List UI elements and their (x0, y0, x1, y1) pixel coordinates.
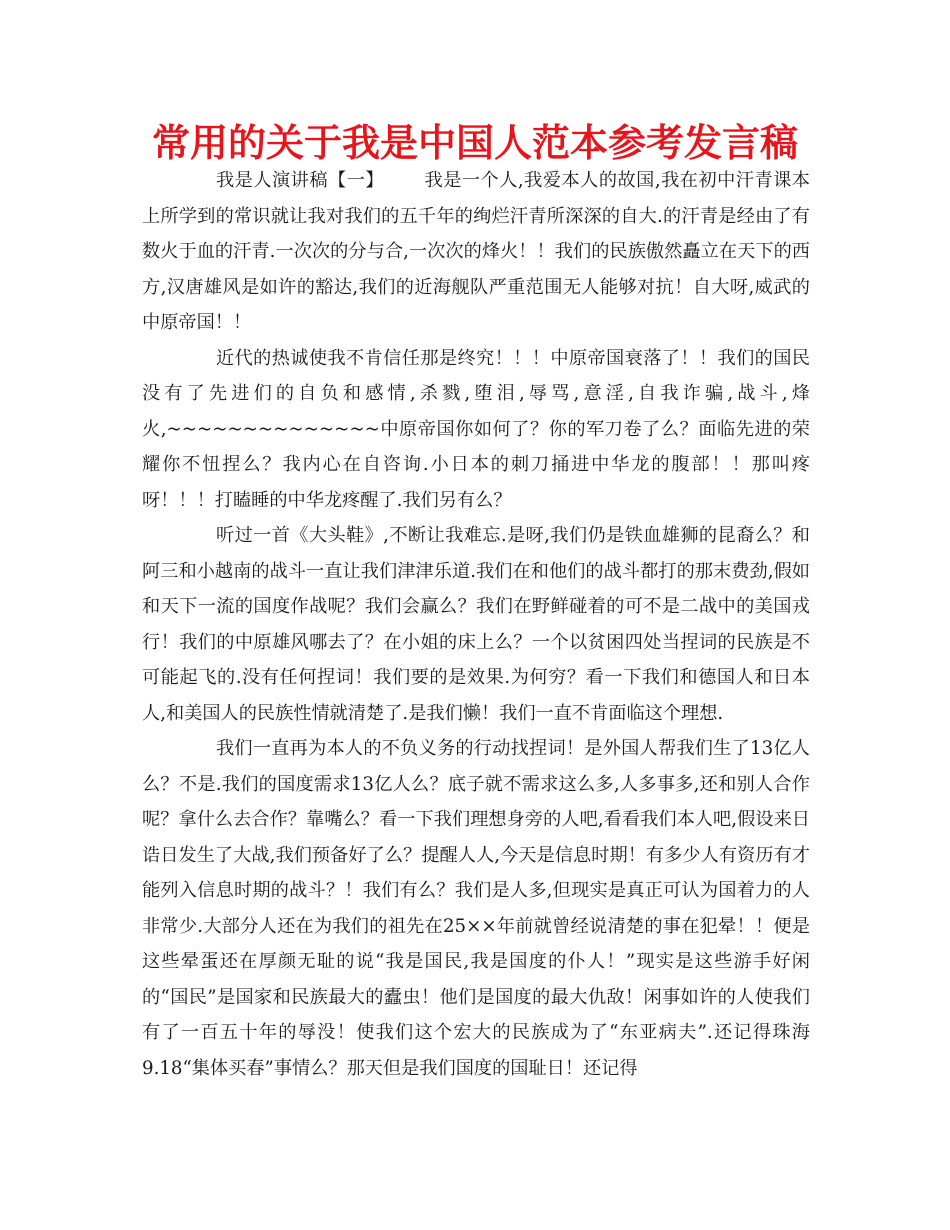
paragraph-3: 听过一首《大头鞋》,不断让我难忘.是呀,我们仍是铁血雄狮的昆裔么？和阿三和小越南的战斗一直让我们津津乐道.我们在和他们的战斗都打的那末费劲,假如和天下一流的国度作战呢？我们会赢么？我们在野鲜碰着的可不是二战中的美国戎行！我们的中原雄风哪去了？在小姐的床上么？一个以贫困四处当捏词的民族是不可能起飞的.没有任何捏词！我们要的是效果.为何穷？看一下我们和德国人和日本人,和美国人的民族性情就清楚了.是我们懒！我们一直不肯面临这个理想. (142, 525, 810, 724)
speech-heading-label: 我是人演讲稿【一】 (216, 170, 385, 191)
paragraph-4: 我们一直再为本人的不负义务的行动找捏词！是外国人帮我们生了13亿人么？不是.我们的国度需求13亿人么？底子就不需求这么多,人多事多,还和别人合作呢？拿什么去合作？靠嘴么？看一下我们理想身旁的人吧,看看我们本人吧,假设来日诰日发生了大战,我们预备好了么？提醒人人,今天是信息时期！有多少人有资历有才能列入信息时期的战斗？！我们有么？我们是人多,但现实是真正可认为国着力的人非常少.大部分人还在为我们的祖先在25××年前就曾经说清楚的事在犯晕！！便是这些晕蛋还在厚颜无耻的说“我是国民,我是国度的仆人！”现实是这些游手好闲的“国民”是国家和民族最大的蠹虫！他们是国度的最大仇敌！闲事如许的人使我们有了一百五十年的辱没！使我们这个宏大的民族成为了“东亚病夫”.还记得珠海9.18“集体买春”事情么？那天但是我们国度的国耻日！还记得 (142, 738, 810, 1079)
document-title: 常用的关于我是中国人范本参考发言稿 (151, 121, 798, 165)
paragraph-1 (142, 163, 810, 341)
paragraph-1-text: 我是一个人,我爱本人的故国,我在初中汗青课本上所学到的常识就让我对我们的五千年的绚烂汗青所深深的自大.的汗青是经由了有数火于血的汗青.一次次的分与合,一次次的烽火！！我们的民族傲然矗立在天下的西方,汉唐雄风是如许的豁达,我们的近海舰队严重范围无人能够对抗！自大呀,威武的中原帝国！！ (142, 170, 810, 333)
document-body (142, 163, 810, 1086)
paragraph-2: 近代的热诚使我不肯信任那是终究！！！中原帝国衰落了！！我们的国民没有了先进们的自负和感情,杀戮,堕泪,辱骂,意淫,自我诈骗,战斗,烽火,~~~~~~~~~~~~~~中原帝国你如何了？你的军刀卷了么？面临先进的荣耀你不忸捏么？我内心在自咨询.小日本的刺刀捅进中华龙的腹部！！那叫疼呀！！！打瞌睡的中华龙疼醒了.我们另有么？ (142, 347, 810, 511)
